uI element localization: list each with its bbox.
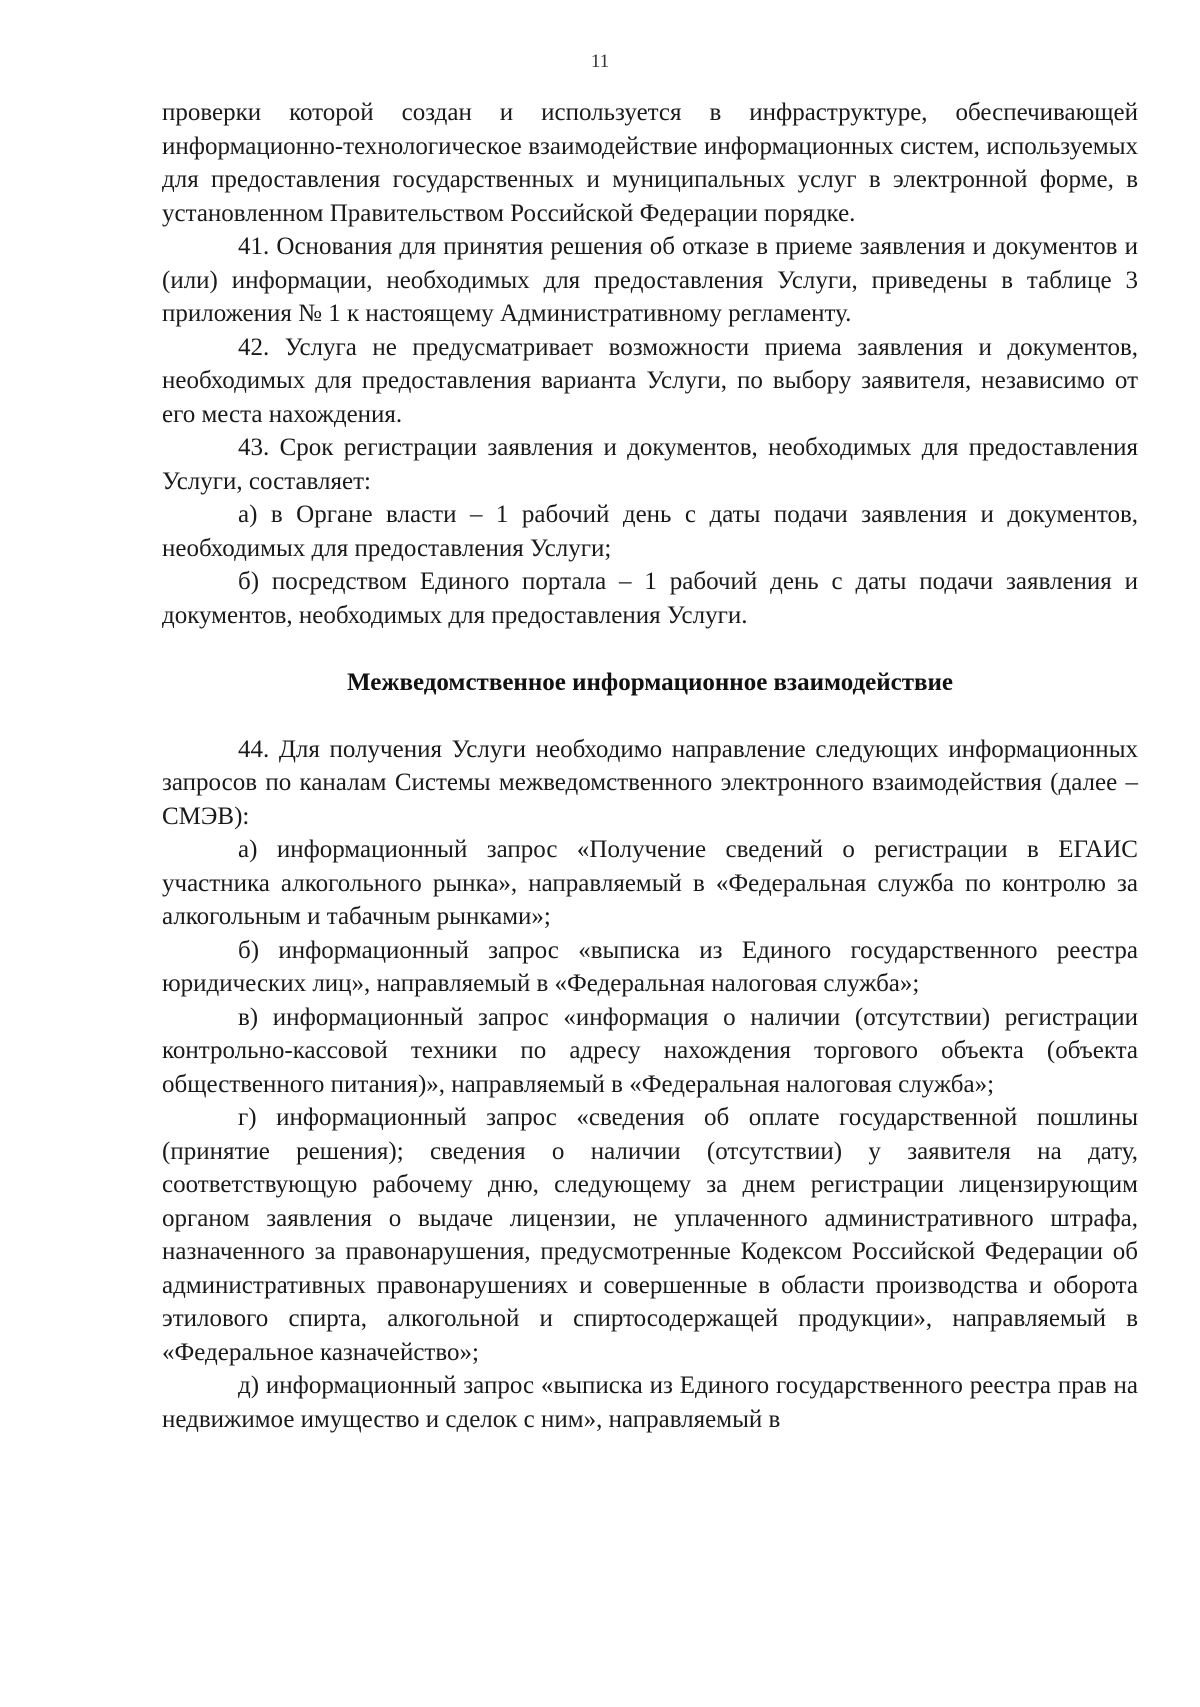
clause-41: 41. Основания для принятия решения об отказе в приеме заявления и документов и (или) информации, необходимых для предоставления Услуги, приведены в таблице 3 приложения № 1 к настоящему Административному регламенту.: [162, 233, 1138, 327]
clause-43: 43. Срок регистрации заявления и документов, необходимых для предоставления Услуги, составляет:: [162, 434, 1138, 495]
clause-44-g: г) информационный запрос «сведения об оплате государственной пошлины (принятие решения); сведения о наличии (отсутствии) у заявителя на дату, соответствующую рабочему дню, следующему за днем регистрации лицензирующим органом заявления о выдаче лицензии, не уплаченного административного штрафа, назначенного за правонарушения, предусмотренные Кодексом Российской Федерации об административных правонарушениях и совершенные в области производства и оборота этилового спирта, алкогольной и спиртосодержащей продукции», направляемый в «Федеральное казначейство»;: [162, 1104, 1138, 1366]
page-number: 11: [590, 51, 610, 72]
clause-44-d: д) информационный запрос «выписка из Единого государственного реестра прав на недвижимое имущество и сделок с ним», направляемый в: [162, 1372, 1138, 1433]
clause-44-b: б) информационный запрос «выписка из Единого государственного реестра юридических лиц», направляемый в «Федеральная налоговая служба»;: [162, 936, 1138, 997]
clause-44-a: а) информационный запрос «Получение сведений о регистрации в ЕГАИС участника алкогольного рынка», направляемый в «Федеральная служба по контролю за алкогольным и табачным рынками»;: [162, 836, 1138, 930]
clause-44-v: в) информационный запрос «информация о наличии (отсутствии) регистрации контрольно-кассовой техники по адресу нахождения торгового объекта (объекта общественного питания)», направляемый в «Федеральная налоговая служба»;: [162, 1003, 1138, 1098]
document-body: [162, 96, 1138, 1436]
section-heading: Межведомственное информационное взаимодействие: [347, 669, 953, 696]
clause-43-a: а) в Органе власти – 1 рабочий день с даты подачи заявления и документов, необходимых для предоставления Услуги;: [162, 501, 1138, 562]
clause-44: 44. Для получения Услуги необходимо направление следующих информационных запросов по каналам Системы межведомственного электронного взаимодействия (далее – СМЭВ):: [162, 735, 1138, 830]
clause-43-b: б) посредством Единого портала – 1 рабочий день с даты подачи заявления и документов, необходимых для предоставления Услуги.: [162, 568, 1138, 629]
clause-42: 42. Услуга не предусматривает возможности приема заявления и документов, необходимых для предоставления варианта Услуги, по выбору заявителя, независимо от его места нахождения.: [162, 333, 1138, 428]
intro-paragraph: проверки которой создан и используется в инфраструктуре, обеспечивающей информационно-технологическое взаимодействие информационных систем, используемых для предоставления государственных и муниципальных услуг в электронной форме, в установленном Правительством Российской Федерации порядке.: [162, 99, 1138, 227]
